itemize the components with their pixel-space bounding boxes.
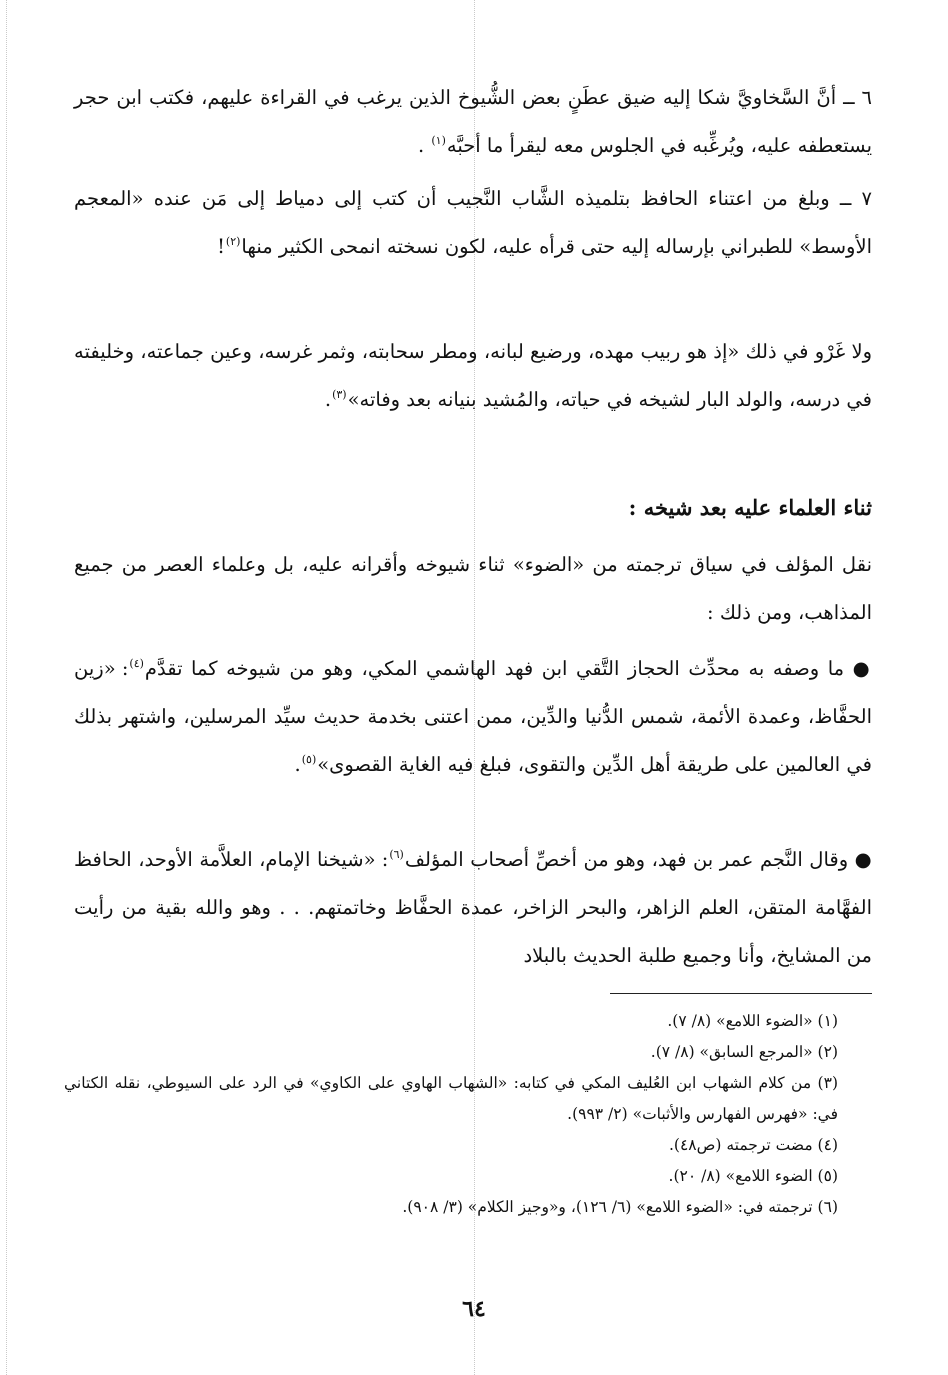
footnote-2: (٢) «المرجع السابق» (٨/ ٧). — [650, 1043, 838, 1061]
section-heading: ثناء العلماء عليه بعد شيخه : — [628, 495, 872, 520]
footnote-6: (٦) ترجمته في: «الضوء اللامع» (٦/ ١٢٦)، و«وجيز الكلام» (٣/ ٩٠٨). — [402, 1198, 838, 1216]
paragraph-item-6: ٦ ــ أنَّ السَّخاويَّ شكا إليه ضيق عطَنٍ بعض الشُّيوخ الذين يرغب في القراءة عليهم، فكتب ابن حجر يستعطفه عليه، ويُرغِّبه في الجلوس معه ليقرأ ما أحبَّه(١) . — [74, 86, 872, 157]
paragraph-item-7: ٧ ــ وبلغ من اعتناء الحافظ بتلميذه الشَّاب النَّجيب أن كتب إلى دمياط إلى مَن عنده «المعجم الأوسط» للطبراني بإرساله إليه حتى قرأه عليه، لكون نسخته انمحى الكثير منها(٢)! — [74, 187, 872, 258]
paragraph-text: ولا غَرْو في ذلك «إذ هو ربيب مهده، ورضيع لبانه، ومطر سحابته، وثمر غرسه، وعين جماعته، وخليفته في درسه، والولد البار لشيخه في حياته، والمُشيد بنيانه بعد وفاته» — [74, 340, 872, 411]
bullet-text: ● ما وصفه به محدِّث الحجاز التَّقي ابن فهد الهاشمي المكي، وهو من شيوخه كما تقدَّم — [144, 657, 872, 680]
paragraph-end: . — [294, 753, 301, 776]
footnotes — [64, 1006, 872, 1223]
bullet-item-najm: ● وقال النَّجم عمر بن فهد، وهو من أخصِّ أصحاب المؤلف(٦): «شيخنا الإمام، العلاَّمة الأوحد، الحافظ الفهَّامة المتقن، العلم الزاهر، والبحر الزاخر، عمدة الحفَّاظ وخاتمتهم. . . وهو والله بقية من رأيت من المشايخ، وأنا وجميع طلبة الحديث بالبلاد — [74, 848, 873, 967]
paragraph-text: ٦ ــ أنَّ السَّخاويَّ شكا إليه ضيق عطَنٍ بعض الشُّيوخ الذين يرغب في القراءة عليهم، فكتب ابن حجر يستعطفه عليه، ويُرغِّبه في الجلوس معه ليقرأ ما أحبَّه — [74, 86, 872, 157]
footnote-5: (٥) الضوء اللامع» (٨/ ٢٠). — [668, 1167, 838, 1185]
paragraph-text: نقل المؤلف في سياق ترجمته من «الضوء» ثناء شيوخه وأقرانه عليه، بل وعلماء العصر من جميع المذاهب، ومن ذلك : — [74, 553, 872, 624]
paragraph-end: ! — [217, 235, 225, 258]
footnote-3: (٣) من كلام الشهاب ابن العُليف المكي في كتابه: «الشهاب الهاوي على الكاوي» في الرد على السيوطي، نقله الكتاني في: «فهرس الفهارس والأثبات» (٢/ ٩٩٣). — [64, 1074, 838, 1123]
paragraph-text: ٧ ــ وبلغ من اعتناء الحافظ بتلميذه الشَّاب النَّجيب أن كتب إلى دمياط إلى مَن عنده «المعجم الأوسط» للطبراني بإرساله إليه حتى قرأه عليه، لكون نسخته انمحى الكثير منها — [74, 187, 872, 258]
paragraph-end: . — [417, 134, 431, 157]
footnote-separator — [610, 993, 872, 994]
scan-guide-line — [6, 0, 7, 1375]
bullet-quote: : «شيخنا الإمام، العلاَّمة الأوحد، الحافظ الفهَّامة المتقن، العلم الزاهر، والبحر الزاخر، عمدة الحفَّاظ وخاتمتهم. . . وهو والله بقية من رأيت من المشايخ، وأنا وجميع طلبة الحديث بالبلاد — [74, 848, 872, 967]
paragraph-end: . — [324, 388, 332, 411]
footnote-4: (٤) مضت ترجمته (ص٤٨). — [668, 1136, 838, 1154]
bullet-quote: : «زين الحفَّاظ، وعمدة الأئمة، شمس الدُّنيا والدِّين، ممن اعتنى بخدمة حديث سيِّد المرسلين، واشتهر بذلك في العالمين على طريقة أهل الدِّين والتقوى، فبلغ فيه الغاية القصوى» — [74, 657, 872, 776]
bullet-text: ● وقال النَّجم عمر بن فهد، وهو من أخصِّ أصحاب المؤلف — [404, 848, 873, 871]
footnote-1: (١) «الضوء اللامع» (٨/ ٧). — [667, 1012, 838, 1030]
page-number: ٦٤ — [462, 1296, 486, 1322]
paragraph-la-ghorw: ولا غَرْو في ذلك «إذ هو ربيب مهده، ورضيع لبانه، ومطر سحابته، وثمر غرسه، وعين جماعته، وخليفته في درسه، والولد البار لشيخه في حياته، والمُشيد بنيانه بعد وفاته»(٣). — [74, 340, 872, 411]
section-intro — [74, 541, 872, 637]
bullet-item-ibn-fahd: ● ما وصفه به محدِّث الحجاز التَّقي ابن فهد الهاشمي المكي، وهو من شيوخه كما تقدَّم(٤): «زين الحفَّاظ، وعمدة الأئمة، شمس الدُّنيا والدِّين، ممن اعتنى بخدمة حديث سيِّد المرسلين، واشتهر بذلك في العالمين على طريقة أهل الدِّين والتقوى، فبلغ فيه الغاية القصوى»(٥). — [74, 657, 872, 776]
